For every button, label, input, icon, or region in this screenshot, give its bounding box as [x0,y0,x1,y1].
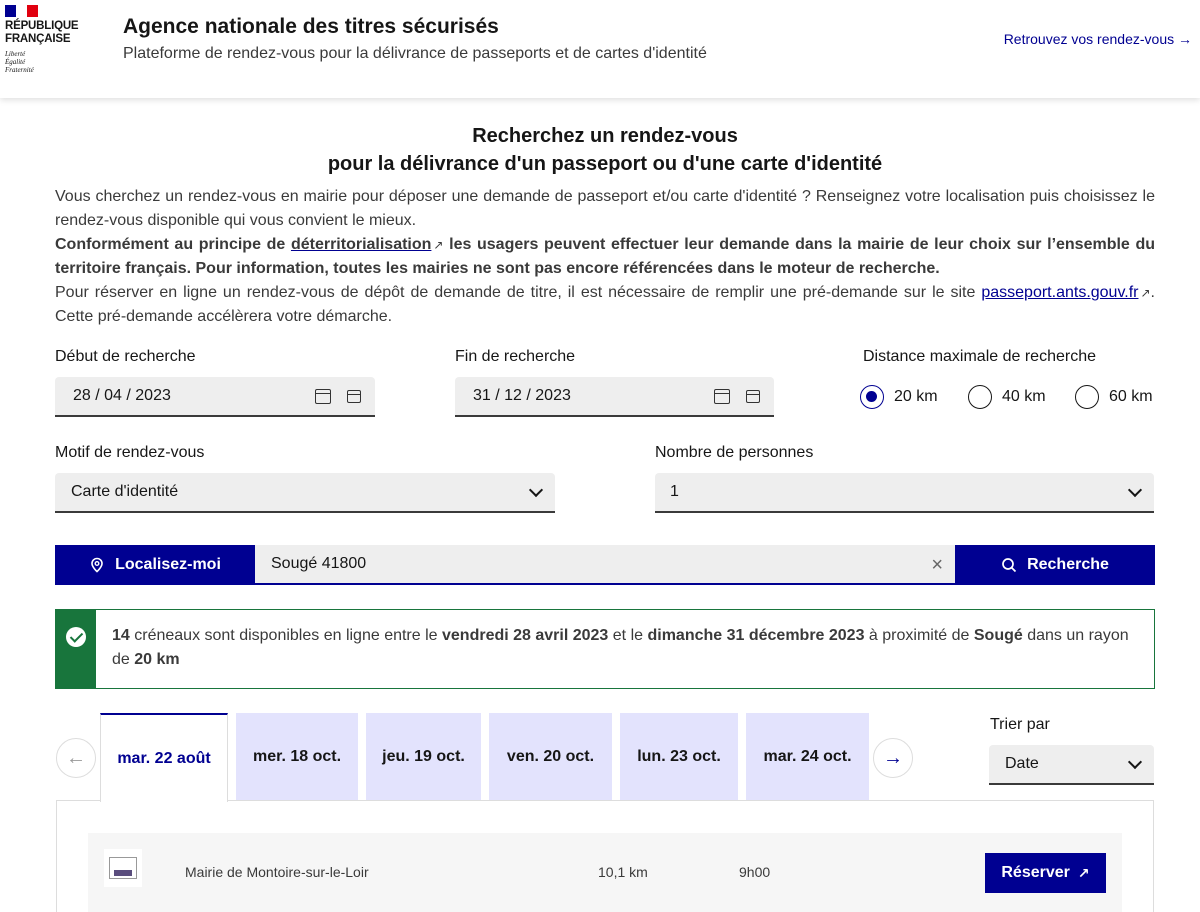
tab-label: ven. 20 oct. [506,748,595,765]
tab-label: lun. 23 oct. [637,748,721,765]
distance-option-label: 40 km [1002,388,1046,405]
logo-text: RÉPUBLIQUE FRANÇAISE [5,20,79,45]
motif-label: Motif de rendez-vous [55,444,205,461]
availability-alert [55,609,1155,689]
intro-paragraph-1: Vous cherchez un rendez-vous en mairie pour déposer une demande de passeport et/ou carte d'identité ? Renseignez votre localisation puis choisissez le rendez-vous disponible qui vous convient le mieux. [55,188,1155,229]
calendar-icon[interactable] [714,389,730,404]
tab-label: mer. 18 oct. [252,748,342,765]
motif-select-value: Carte d'identité [71,483,179,500]
previous-dates-button[interactable] [56,738,96,778]
sort-select[interactable] [989,745,1154,785]
arrow-right-icon: → [883,746,903,769]
tab-label: mar. 22 août [117,749,211,767]
end-date-label: Fin de recherche [455,348,576,365]
next-dates-button[interactable] [873,738,913,778]
alert-text: à proximité de [864,627,974,644]
page-title-line-2: pour la délivrance d'un passeport ou d'une carte d'identité [327,153,883,175]
alert-text: dans un rayon de [112,627,1129,668]
location-pin-icon [89,557,105,573]
motif-select[interactable] [55,473,555,513]
search-button[interactable] [955,545,1155,585]
calendar-icon[interactable] [315,389,331,404]
site-subtitle: Plateforme de rendez-vous pour la délivrance de passeports et de cartes d'identité [123,45,707,62]
alert-message [112,624,1132,672]
site-header [0,0,1200,98]
arrow-right-icon: → [1178,31,1192,47]
chevron-down-icon [1128,755,1142,769]
distance-label: Distance maximale de recherche [863,348,1096,365]
alert-end-date: dimanche 31 décembre 2023 [647,627,865,644]
chevron-down-icon [529,483,543,497]
persons-select[interactable] [655,473,1154,513]
alert-radius: 20 km [134,651,180,668]
start-date-label: Début de recherche [55,348,196,365]
end-date-value: 31 / 12 / 2023 [473,387,571,404]
deterritorialisation-link[interactable] [291,236,431,253]
distance-option-60[interactable] [1075,385,1153,409]
result-name: Mairie de Montoire-sur-le-Loir [185,864,369,880]
town-hall-icon [109,857,137,879]
arrow-left-icon: ← [66,746,86,769]
distance-option-label: 60 km [1109,388,1153,405]
tab-date-4[interactable] [620,713,738,801]
logo-motto: Liberté Égalité Fraternité [5,50,34,74]
distance-option-40[interactable] [968,385,1046,409]
location-search-input[interactable] [255,545,955,585]
end-date-input[interactable] [455,377,774,417]
tab-date-0[interactable] [100,713,228,802]
intro-p2-start: Conformément au principe de [55,236,291,253]
mairie-logo [104,849,142,887]
external-link-icon: ↗ [433,238,444,252]
external-link-icon: ↗ [1077,864,1090,881]
locate-me-label: Localisez-moi [115,556,221,573]
page-title-line-1: Recherchez un rendez-vous [472,125,738,147]
start-date-value: 28 / 04 / 2023 [73,387,171,404]
result-time: 9h00 [739,864,771,880]
tab-date-3[interactable] [489,713,612,801]
my-appointments-link[interactable] [1004,31,1192,47]
check-circle-icon [66,627,86,647]
deterritorialisation-link-label: déterritorialisation [290,236,432,253]
tab-date-2[interactable] [366,713,481,801]
site-title[interactable]: Agence nationale des titres sécurisés [123,15,499,38]
french-flag-icon [5,5,38,17]
intro-text [55,185,1155,329]
start-date-input[interactable] [55,377,375,417]
republique-francaise-logo[interactable] [5,5,95,74]
intro-p3-start: Pour réserver en ligne un rendez-vous de dépôt de demande de titre, il est nécessaire de remplir une pré-demande sur le site [55,284,982,301]
tab-date-5[interactable] [746,713,869,801]
alert-text: et le [608,627,648,644]
sort-select-value: Date [1005,755,1039,772]
persons-label: Nombre de personnes [655,444,814,461]
radio-selected-icon[interactable] [860,385,884,409]
result-distance: 10,1 km [598,864,648,880]
intro-paragraph-2 [55,233,1155,281]
alert-text: créneaux sont disponibles en ligne entre le [129,627,442,644]
search-icon [1001,557,1017,573]
locate-me-button[interactable] [55,545,255,585]
alert-status-bar [56,610,96,688]
alert-place: Sougé [973,627,1023,644]
tab-label: jeu. 19 oct. [382,748,465,765]
calendar-icon[interactable] [347,390,361,403]
location-search-value: Sougé 41800 [271,555,367,572]
tab-date-1[interactable] [236,713,358,801]
chevron-down-icon [1128,483,1142,497]
page-title [0,122,1200,178]
intro-p3-end: . Cette pré-demande accélèrera votre démarche. [55,284,1155,325]
radio-icon[interactable] [1075,385,1099,409]
reserve-button[interactable] [985,853,1106,893]
search-button-label: Recherche [1027,556,1109,573]
distance-option-label: 20 km [894,388,938,405]
radio-icon[interactable] [968,385,992,409]
clear-icon[interactable]: × [931,554,943,576]
tab-label: mar. 24 oct. [763,748,852,765]
external-link-icon: ↗ [1140,286,1151,300]
alert-start-date: vendredi 28 avril 2023 [442,627,609,644]
slot-count: 14 [112,627,130,644]
sort-label: Trier par [990,716,1050,733]
intro-p2-end: les usagers peuvent effectuer leur demande dans la mairie de leur choix sur l’ensemble du territoire français. Pour information, toutes les mairies ne sont pas encore référencées dans le moteur de recherche. [55,236,1156,277]
my-appointments-link-label: Retrouvez vos rendez-vous [1003,31,1175,47]
passeport-site-link[interactable]: passeport.ants.gouv.fr [981,284,1139,301]
intro-paragraph-3 [55,281,1155,329]
calendar-icon[interactable] [746,390,760,403]
reserve-button-label: Réserver [1001,864,1070,881]
persons-select-value: 1 [670,483,679,500]
distance-option-20[interactable] [860,385,938,409]
